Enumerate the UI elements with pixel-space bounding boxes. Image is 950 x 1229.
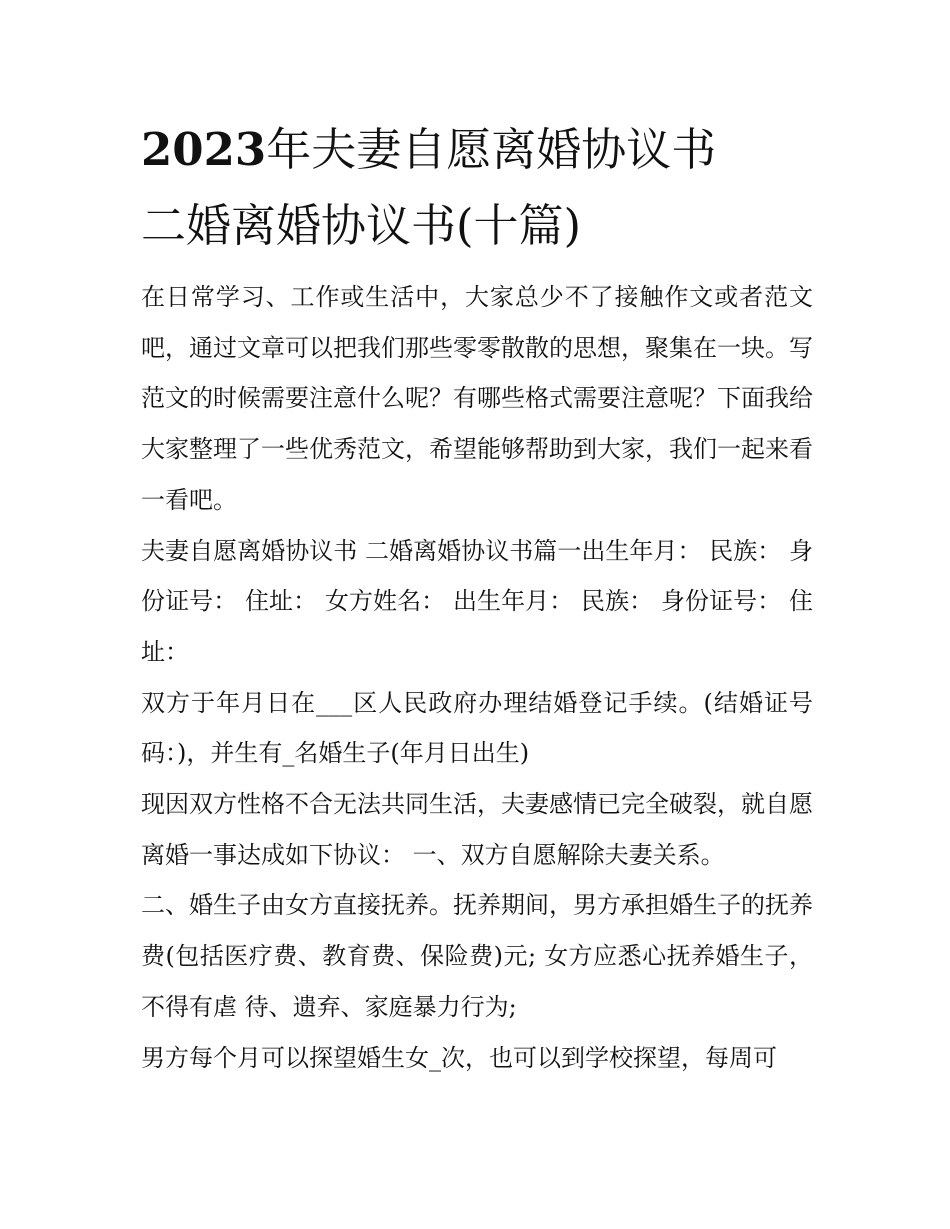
title-line-2: 二婚离婚协议书(十篇) xyxy=(141,199,582,252)
document-body xyxy=(141,112,813,1083)
child-custody-paragraph: 二、婚生子由女方直接抚养。抚养期间，男方承担婚生子的抚养费(包括医疗费、教育费、保险费)元; 女方应悉心抚养婚生子，不得有虐 待、遗弃、家庭暴力行为; xyxy=(141,891,813,1021)
title-line-1-text: 年夫妻自愿离婚协议书 xyxy=(266,123,717,176)
party-info-paragraph: 夫妻自愿离婚协议书 二婚离婚协议书篇一出生年月： 民族： 身份证号： 住址： 女方姓名： 出生年月： 民族： 身份证号： 住址： xyxy=(141,536,813,666)
title-year: 2023 xyxy=(141,123,267,176)
title-line-1 xyxy=(141,112,813,188)
intro-paragraph: 在日常学习、工作或生活中，大家总少不了接触作文或者范文吧，通过文章可以把我们那些零零散散的思想，聚集在一块。写范文的时候需要注意什么呢？有哪些格式需要注意呢？下面我给大家整理了一些优秀范文，希望能够帮助到大家，我们一起来看一看吧。 xyxy=(141,283,813,514)
divorce-reason-paragraph: 现因双方性格不合无法共同生活，夫妻感情已完全破裂，就自愿离婚一事达成如下协议： 一、双方自愿解除夫妻关系。 xyxy=(141,790,813,869)
document-title xyxy=(141,112,813,264)
visitation-paragraph: 男方每个月可以探望婚生女_次，也可以到学校探望，每周可 xyxy=(141,1043,777,1072)
marriage-registration-paragraph: 双方于年月日在___区人民政府办理结婚登记手续。(结婚证号码：)，并生有_名婚生子(年月日出生) xyxy=(141,688,813,768)
